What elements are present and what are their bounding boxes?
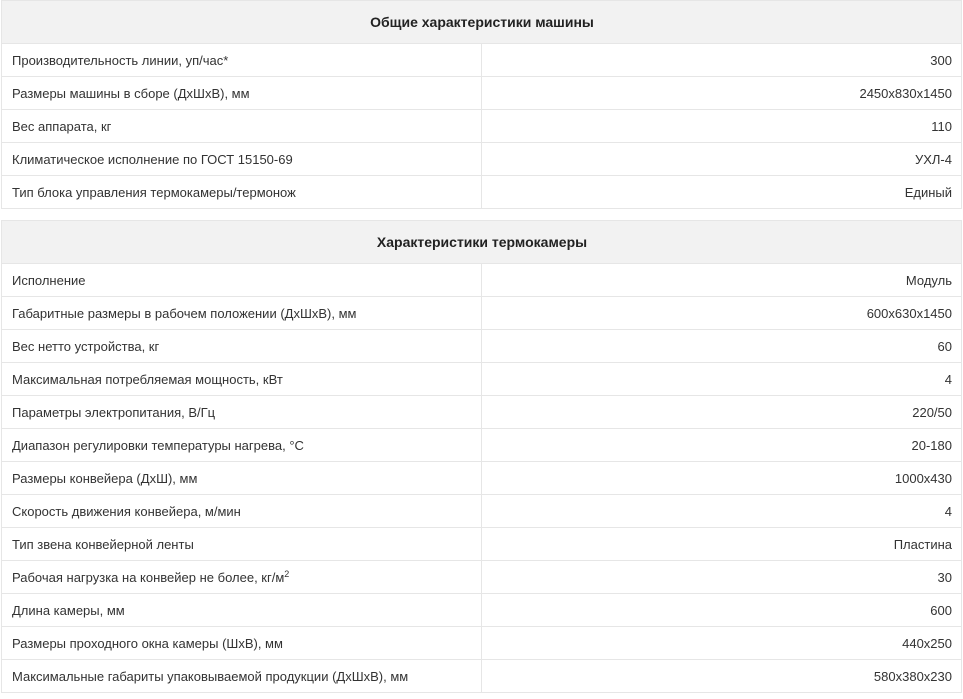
table-row — [2, 561, 962, 594]
spec-label: Вес нетто устройства, кг — [2, 330, 482, 363]
spec-value: 440x250 — [482, 627, 962, 660]
spec-label: Диапазон регулировки температуры нагрева, °С — [2, 429, 482, 462]
spec-value: 1000x430 — [482, 462, 962, 495]
spec-value: УХЛ-4 — [482, 143, 962, 176]
spec-label: Максимальная потребляемая мощность, кВт — [2, 363, 482, 396]
spec-label: Производительность линии, уп/час* — [2, 44, 482, 77]
spec-value: 4 — [482, 363, 962, 396]
spec-label: Размеры проходного окна камеры (ШхВ), мм — [2, 627, 482, 660]
spec-value: 20-180 — [482, 429, 962, 462]
table-row — [2, 110, 962, 143]
spec-label: Размеры конвейера (ДхШ), мм — [2, 462, 482, 495]
spec-label: Тип блока управления термокамеры/термонож — [2, 176, 482, 209]
table-row — [2, 143, 962, 176]
spec-value: 600 — [482, 594, 962, 627]
table-row — [2, 660, 962, 693]
spec-value: 60 — [482, 330, 962, 363]
spec-value: 4 — [482, 495, 962, 528]
spec-label: Параметры электропитания, В/Гц — [2, 396, 482, 429]
table-row — [2, 594, 962, 627]
spec-value: Пластина — [482, 528, 962, 561]
unit-superscript: 2 — [284, 568, 290, 579]
table-row — [2, 627, 962, 660]
table-header-row — [2, 221, 962, 264]
spec-label: Исполнение — [2, 264, 482, 297]
table-row — [2, 330, 962, 363]
spec-value: 300 — [482, 44, 962, 77]
chamber-specs-table — [1, 220, 962, 693]
table-row — [2, 429, 962, 462]
general-specs-title: Общие характеристики машины — [2, 1, 962, 44]
spec-label-text: Рабочая нагрузка на конвейер не более, кг/м — [12, 569, 285, 585]
spec-value: 600x630x1450 — [482, 297, 962, 330]
spec-label: Климатическое исполнение по ГОСТ 15150-69 — [2, 143, 482, 176]
table-row — [2, 495, 962, 528]
spec-label: Габаритные размеры в рабочем положении (ДхШхВ), мм — [2, 297, 482, 330]
table-row — [2, 176, 962, 209]
spec-value: 220/50 — [482, 396, 962, 429]
table-row — [2, 462, 962, 495]
spec-value: 30 — [482, 561, 962, 594]
spec-label: Вес аппарата, кг — [2, 110, 482, 143]
table-row — [2, 396, 962, 429]
table-header-row — [2, 1, 962, 44]
chamber-specs-title: Характеристики термокамеры — [2, 221, 962, 264]
spec-label: Длина камеры, мм — [2, 594, 482, 627]
spec-label-with-superscript — [2, 561, 482, 594]
spec-label: Максимальные габариты упаковываемой продукции (ДхШхВ), мм — [2, 660, 482, 693]
spec-value: Единый — [482, 176, 962, 209]
table-row — [2, 264, 962, 297]
spec-label: Скорость движения конвейера, м/мин — [2, 495, 482, 528]
table-row — [2, 363, 962, 396]
spec-value: 110 — [482, 110, 962, 143]
spec-value: Модуль — [482, 264, 962, 297]
table-row — [2, 297, 962, 330]
table-row — [2, 77, 962, 110]
spec-label: Размеры машины в сборе (ДхШхВ), мм — [2, 77, 482, 110]
table-row — [2, 528, 962, 561]
spec-value: 580x380x230 — [482, 660, 962, 693]
spec-label: Тип звена конвейерной ленты — [2, 528, 482, 561]
general-specs-table — [1, 0, 962, 209]
spec-value: 2450x830x1450 — [482, 77, 962, 110]
table-row — [2, 44, 962, 77]
